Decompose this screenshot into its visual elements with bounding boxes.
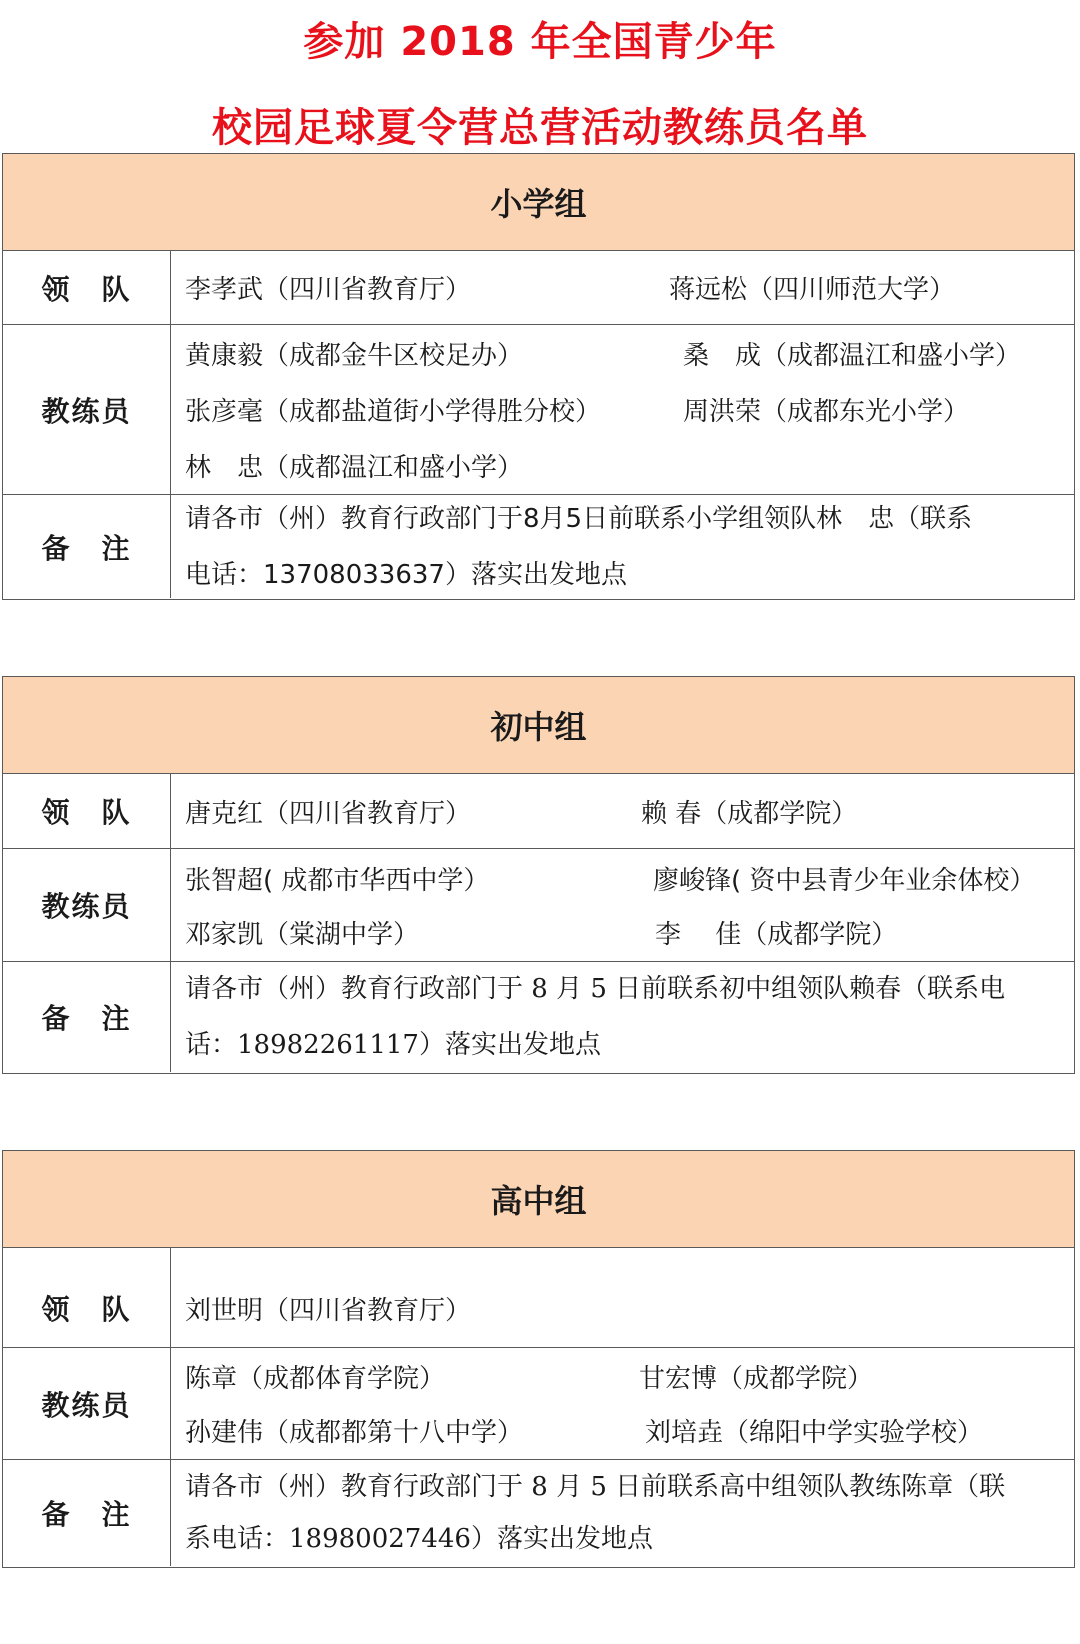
high-group-table (2, 1150, 1075, 1568)
leader-label: 领 队 (3, 774, 171, 848)
coach-name: 张智超( 成都市华西中学） (185, 865, 490, 896)
coach-name: 周洪荣（成都东光小学） (683, 396, 970, 427)
note-text: 话：18982261117）落实出发地点 (185, 1030, 601, 1060)
coach-name: 甘宏博（成都学院） (639, 1364, 874, 1394)
leader-name: 刘世明（四川省教育厅） (185, 1296, 472, 1326)
leader-row (3, 1248, 1074, 1348)
doc-title-line1: 参加 2018 年全国青少年 (303, 19, 777, 65)
coach-name: 陈章（成都体育学院） (185, 1364, 446, 1394)
primary-group-table (2, 153, 1075, 600)
note-text: 请各市（州）教育行政部门于8月5日前联系小学组领队林 忠（联系 (185, 503, 973, 534)
coach-name: 黄康毅（成都金牛区校足办） (185, 340, 524, 371)
coach-name: 桑 成（成都温江和盛小学） (683, 340, 1022, 371)
coach-label: 教练员 (3, 849, 171, 961)
coach-name: 邓家凯（棠湖中学） (185, 919, 420, 950)
coach-row (3, 1348, 1074, 1460)
note-row (3, 962, 1074, 1072)
leader-label: 领 队 (3, 1248, 171, 1347)
group-heading: 小学组 (3, 154, 1074, 251)
coach-label: 教练员 (3, 1348, 171, 1459)
coach-name: 张彦毫（成都盐道街小学得胜分校） (185, 396, 602, 427)
leader-name: 唐克红（四川省教育厅） (185, 798, 472, 829)
coach-name: 孙建伟（成都都第十八中学） (185, 1418, 524, 1448)
leader-label: 领 队 (3, 251, 171, 324)
group-heading: 初中组 (3, 677, 1074, 774)
doc-title-line2: 校园足球夏令营总营活动教练员名单 (212, 105, 868, 151)
leader-name: 蒋远松（四川师范大学） (669, 275, 956, 305)
coach-label: 教练员 (3, 325, 171, 494)
note-row (3, 1460, 1074, 1566)
leader-name: 赖 春（成都学院） (641, 798, 858, 829)
coach-name: 林 忠（成都温江和盛小学） (185, 453, 524, 484)
coach-name: 刘培垚（绵阳中学实验学校） (645, 1418, 984, 1448)
middle-group-table (2, 676, 1075, 1074)
coach-name: 李 佳（成都学院） (655, 919, 898, 950)
note-label: 备 注 (3, 495, 171, 598)
leader-row (3, 774, 1074, 849)
coach-row (3, 849, 1074, 962)
coach-name: 廖峻锋( 资中县青少年业余体校） (653, 865, 1036, 896)
note-label: 备 注 (3, 1460, 171, 1566)
leader-row (3, 251, 1074, 325)
leader-name: 李孝武（四川省教育厅） (185, 275, 472, 305)
note-text: 请各市（州）教育行政部门于 8 月 5 日前联系初中组领队赖春（联系电 (185, 974, 1006, 1004)
note-text: 请各市（州）教育行政部门于 8 月 5 日前联系高中组领队教练陈章（联 (185, 1472, 1006, 1502)
coach-row (3, 325, 1074, 495)
note-label: 备 注 (3, 962, 171, 1072)
note-text: 电话：13708033637）落实出发地点 (185, 559, 627, 590)
note-text: 系电话：18980027446）落实出发地点 (185, 1524, 653, 1554)
note-row (3, 495, 1074, 598)
group-heading: 高中组 (3, 1151, 1074, 1248)
